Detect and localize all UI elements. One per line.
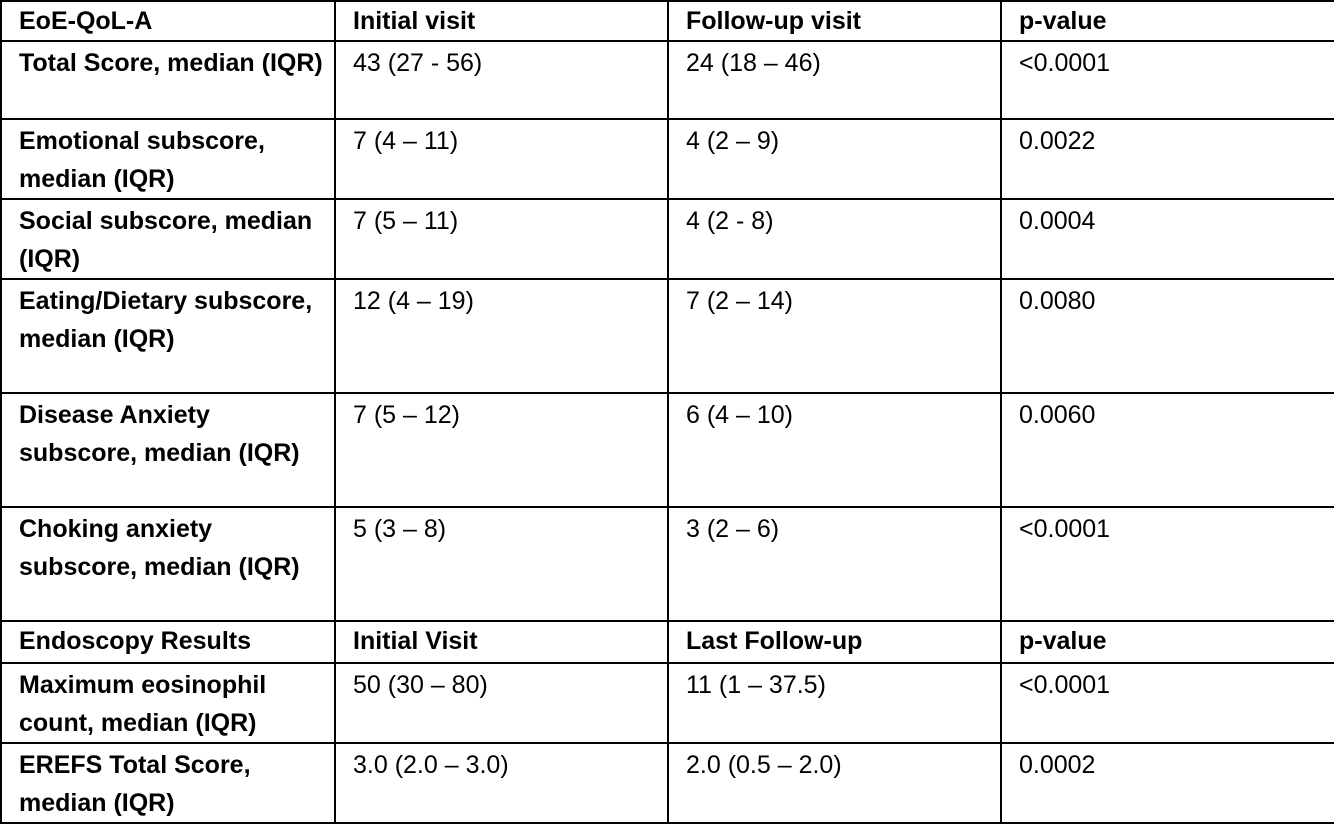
endoscopy-header-row xyxy=(1,621,1334,663)
header-cell: Follow-up visit xyxy=(668,1,1001,41)
followup-value: 2.0 (0.5 – 2.0) xyxy=(668,743,1001,823)
qol-header-row xyxy=(1,1,1334,41)
row-label: Total Score, median (IQR) xyxy=(1,41,335,119)
followup-value: 6 (4 – 10) xyxy=(668,393,1001,507)
initial-value: 7 (5 – 12) xyxy=(335,393,668,507)
p-value: 0.0004 xyxy=(1001,199,1334,279)
table-row xyxy=(1,743,1334,823)
p-value: <0.0001 xyxy=(1001,41,1334,119)
initial-value: 50 (30 – 80) xyxy=(335,663,668,743)
table-row xyxy=(1,199,1334,279)
followup-value: 4 (2 – 9) xyxy=(668,119,1001,199)
row-label: EREFS Total Score, median (IQR) xyxy=(1,743,335,823)
p-value: 0.0022 xyxy=(1001,119,1334,199)
initial-value: 5 (3 – 8) xyxy=(335,507,668,621)
initial-value: 7 (5 – 11) xyxy=(335,199,668,279)
row-label: Choking anxiety subscore, median (IQR) xyxy=(1,507,335,621)
initial-value: 3.0 (2.0 – 3.0) xyxy=(335,743,668,823)
table-row xyxy=(1,41,1334,119)
table-row xyxy=(1,119,1334,199)
followup-value: 24 (18 – 46) xyxy=(668,41,1001,119)
followup-value: 4 (2 - 8) xyxy=(668,199,1001,279)
followup-value: 11 (1 – 37.5) xyxy=(668,663,1001,743)
p-value: 0.0060 xyxy=(1001,393,1334,507)
row-label: Social subscore, median (IQR) xyxy=(1,199,335,279)
p-value: <0.0001 xyxy=(1001,663,1334,743)
header-cell: p-value xyxy=(1001,1,1334,41)
followup-value: 7 (2 – 14) xyxy=(668,279,1001,393)
followup-value: 3 (2 – 6) xyxy=(668,507,1001,621)
row-label: Emotional subscore, median (IQR) xyxy=(1,119,335,199)
row-label: Maximum eosinophil count, median (IQR) xyxy=(1,663,335,743)
initial-value: 43 (27 - 56) xyxy=(335,41,668,119)
header-cell: Endoscopy Results xyxy=(1,621,335,663)
row-label: Eating/Dietary subscore, median (IQR) xyxy=(1,279,335,393)
p-value: 0.0002 xyxy=(1001,743,1334,823)
p-value: 0.0080 xyxy=(1001,279,1334,393)
table-row xyxy=(1,393,1334,507)
table-row xyxy=(1,279,1334,393)
initial-value: 12 (4 – 19) xyxy=(335,279,668,393)
header-cell: EoE-QoL-A xyxy=(1,1,335,41)
table-row xyxy=(1,663,1334,743)
table-row xyxy=(1,507,1334,621)
initial-value: 7 (4 – 11) xyxy=(335,119,668,199)
header-cell: Last Follow-up xyxy=(668,621,1001,663)
p-value: <0.0001 xyxy=(1001,507,1334,621)
header-cell: Initial Visit xyxy=(335,621,668,663)
row-label: Disease Anxiety subscore, median (IQR) xyxy=(1,393,335,507)
header-cell: Initial visit xyxy=(335,1,668,41)
header-cell: p-value xyxy=(1001,621,1334,663)
